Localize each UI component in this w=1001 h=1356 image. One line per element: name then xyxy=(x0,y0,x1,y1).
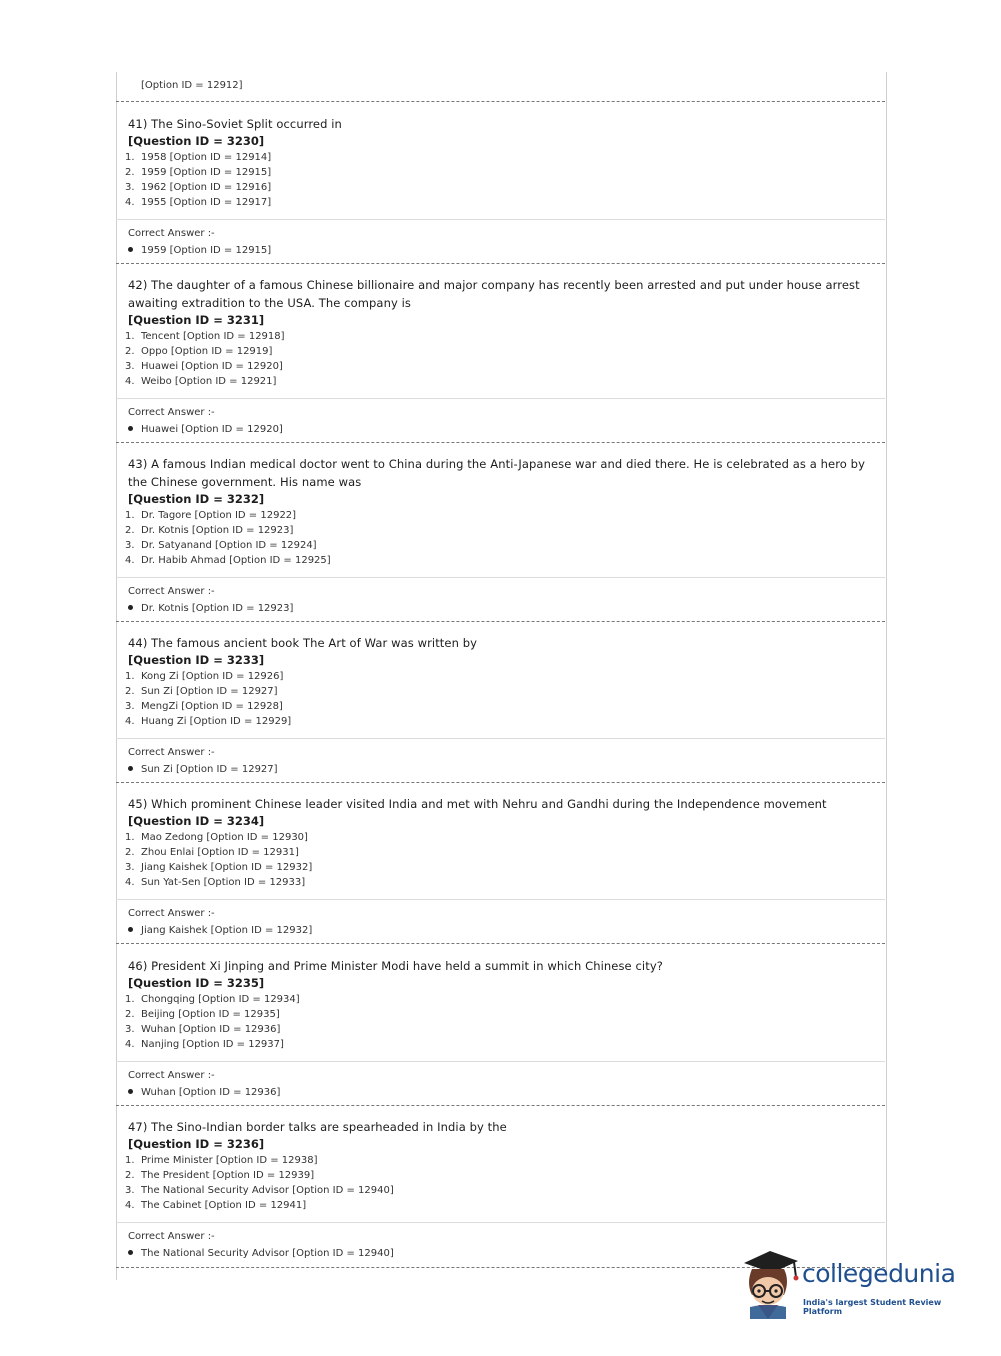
options-list xyxy=(116,150,885,210)
question-id: [Question ID = 3233] xyxy=(128,653,265,667)
question-42 xyxy=(116,276,885,437)
correct-answer: The National Security Advisor [Option ID = 12940] xyxy=(116,1244,885,1261)
separator xyxy=(116,943,885,944)
correct-answer-label: Correct Answer :- xyxy=(128,908,215,919)
options-list xyxy=(116,329,885,389)
option: 4. Nanjing [Option ID = 12937] xyxy=(125,1039,284,1050)
correct-answer-label: Correct Answer :- xyxy=(128,407,215,418)
question-id: [Question ID = 3230] xyxy=(128,134,265,148)
separator xyxy=(116,263,885,264)
option: 4. Weibo [Option ID = 12921] xyxy=(125,376,277,387)
correct-answer: Sun Zi [Option ID = 12927] xyxy=(116,760,885,777)
option: 4. 1955 [Option ID = 12917] xyxy=(125,197,272,208)
bullet-icon xyxy=(128,247,133,252)
option: 1. Kong Zi [Option ID = 12926] xyxy=(125,671,284,682)
question-43 xyxy=(116,455,885,616)
option: 2. The President [Option ID = 12939] xyxy=(125,1170,315,1181)
option: 3. The National Security Advisor [Option ID = 12940] xyxy=(125,1185,394,1196)
option: 1. Mao Zedong [Option ID = 12930] xyxy=(125,832,308,843)
question-text: 41) The Sino-Soviet Split occurred in xyxy=(128,117,342,131)
separator xyxy=(116,1105,885,1106)
bullet-icon xyxy=(128,426,133,431)
options-list xyxy=(116,669,885,729)
correct-answer: Jiang Kaishek [Option ID = 12932] xyxy=(116,921,885,938)
option: 4. Dr. Habib Ahmad [Option ID = 12925] xyxy=(125,555,331,566)
brand-name: collegedunia xyxy=(802,1259,956,1288)
option: 1. Chongqing [Option ID = 12934] xyxy=(125,994,300,1005)
question-id: [Question ID = 3231] xyxy=(128,313,265,327)
options-list xyxy=(116,830,885,890)
separator xyxy=(116,442,885,443)
bullet-icon xyxy=(128,605,133,610)
option: 3. Huawei [Option ID = 12920] xyxy=(125,361,283,372)
mascot-icon xyxy=(740,1247,802,1319)
question-text: 43) A famous Indian medical doctor went to China during the Anti-Japanese war and died there. He is celebrated as a hero by the Chinese government. His name was xyxy=(128,457,865,489)
correct-answer: 1959 [Option ID = 12915] xyxy=(116,241,885,258)
option: 4. The Cabinet [Option ID = 12941] xyxy=(125,1200,307,1211)
question-46 xyxy=(116,957,885,1100)
question-45 xyxy=(116,795,885,938)
options-list xyxy=(116,508,885,568)
question-id: [Question ID = 3234] xyxy=(128,814,265,828)
option: 3. Wuhan [Option ID = 12936] xyxy=(125,1024,281,1035)
option: 1. Tencent [Option ID = 12918] xyxy=(125,331,285,342)
bullet-icon xyxy=(128,1089,133,1094)
option: 1. Dr. Tagore [Option ID = 12922] xyxy=(125,510,297,521)
collegedunia-logo xyxy=(740,1247,980,1319)
correct-answer: Dr. Kotnis [Option ID = 12923] xyxy=(116,599,885,616)
correct-answer-label: Correct Answer :- xyxy=(128,1231,215,1242)
bullet-icon xyxy=(128,927,133,932)
question-text: 47) The Sino-Indian border talks are spearheaded in India by the xyxy=(128,1120,507,1134)
question-text: 44) The famous ancient book The Art of War was written by xyxy=(128,636,478,650)
question-41 xyxy=(116,115,885,258)
correct-answer: Huawei [Option ID = 12920] xyxy=(116,420,885,437)
option: 2. Beijing [Option ID = 12935] xyxy=(125,1009,280,1020)
option: 3. Dr. Satyanand [Option ID = 12924] xyxy=(125,540,317,551)
option: 1. 1958 [Option ID = 12914] xyxy=(125,152,272,163)
option: 3. MengZi [Option ID = 12928] xyxy=(125,701,283,712)
correct-answer-label: Correct Answer :- xyxy=(128,586,215,597)
bullet-icon xyxy=(128,766,133,771)
correct-answer: Wuhan [Option ID = 12936] xyxy=(116,1083,885,1100)
correct-answer-label: Correct Answer :- xyxy=(128,228,215,239)
question-id: [Question ID = 3236] xyxy=(128,1137,265,1151)
question-text: 42) The daughter of a famous Chinese billionaire and major company has recently been arrested and put under house arrest awaiting extradition to the USA. The company is xyxy=(128,278,860,310)
previous-option-id: [Option ID = 12912] xyxy=(141,80,243,91)
option: 2. 1959 [Option ID = 12915] xyxy=(125,167,272,178)
option: 4. Huang Zi [Option ID = 12929] xyxy=(125,716,292,727)
question-id: [Question ID = 3235] xyxy=(128,976,265,990)
option: 3. 1962 [Option ID = 12916] xyxy=(125,182,272,193)
bullet-icon xyxy=(128,1250,133,1255)
option: 2. Oppo [Option ID = 12919] xyxy=(125,346,273,357)
correct-answer-label: Correct Answer :- xyxy=(128,1070,215,1081)
separator xyxy=(116,101,885,102)
question-text: 46) President Xi Jinping and Prime Minister Modi have held a summit in which Chinese city? xyxy=(128,959,663,973)
separator xyxy=(116,782,885,783)
brand-tagline: India's largest Student Review Platform xyxy=(803,1298,942,1316)
option: 2. Sun Zi [Option ID = 12927] xyxy=(125,686,278,697)
correct-answer-label: Correct Answer :- xyxy=(128,747,215,758)
option: 2. Dr. Kotnis [Option ID = 12923] xyxy=(125,525,294,536)
question-text: 45) Which prominent Chinese leader visited India and met with Nehru and Gandhi during the Independence movement xyxy=(128,797,827,811)
question-47 xyxy=(116,1118,885,1261)
option: 3. Jiang Kaishek [Option ID = 12932] xyxy=(125,862,313,873)
question-id: [Question ID = 3232] xyxy=(128,492,265,506)
question-44 xyxy=(116,634,885,777)
option: 1. Prime Minister [Option ID = 12938] xyxy=(125,1155,318,1166)
options-list xyxy=(116,1153,885,1213)
separator xyxy=(116,621,885,622)
option: 4. Sun Yat-Sen [Option ID = 12933] xyxy=(125,877,306,888)
option: 2. Zhou Enlai [Option ID = 12931] xyxy=(125,847,299,858)
options-list xyxy=(116,992,885,1052)
